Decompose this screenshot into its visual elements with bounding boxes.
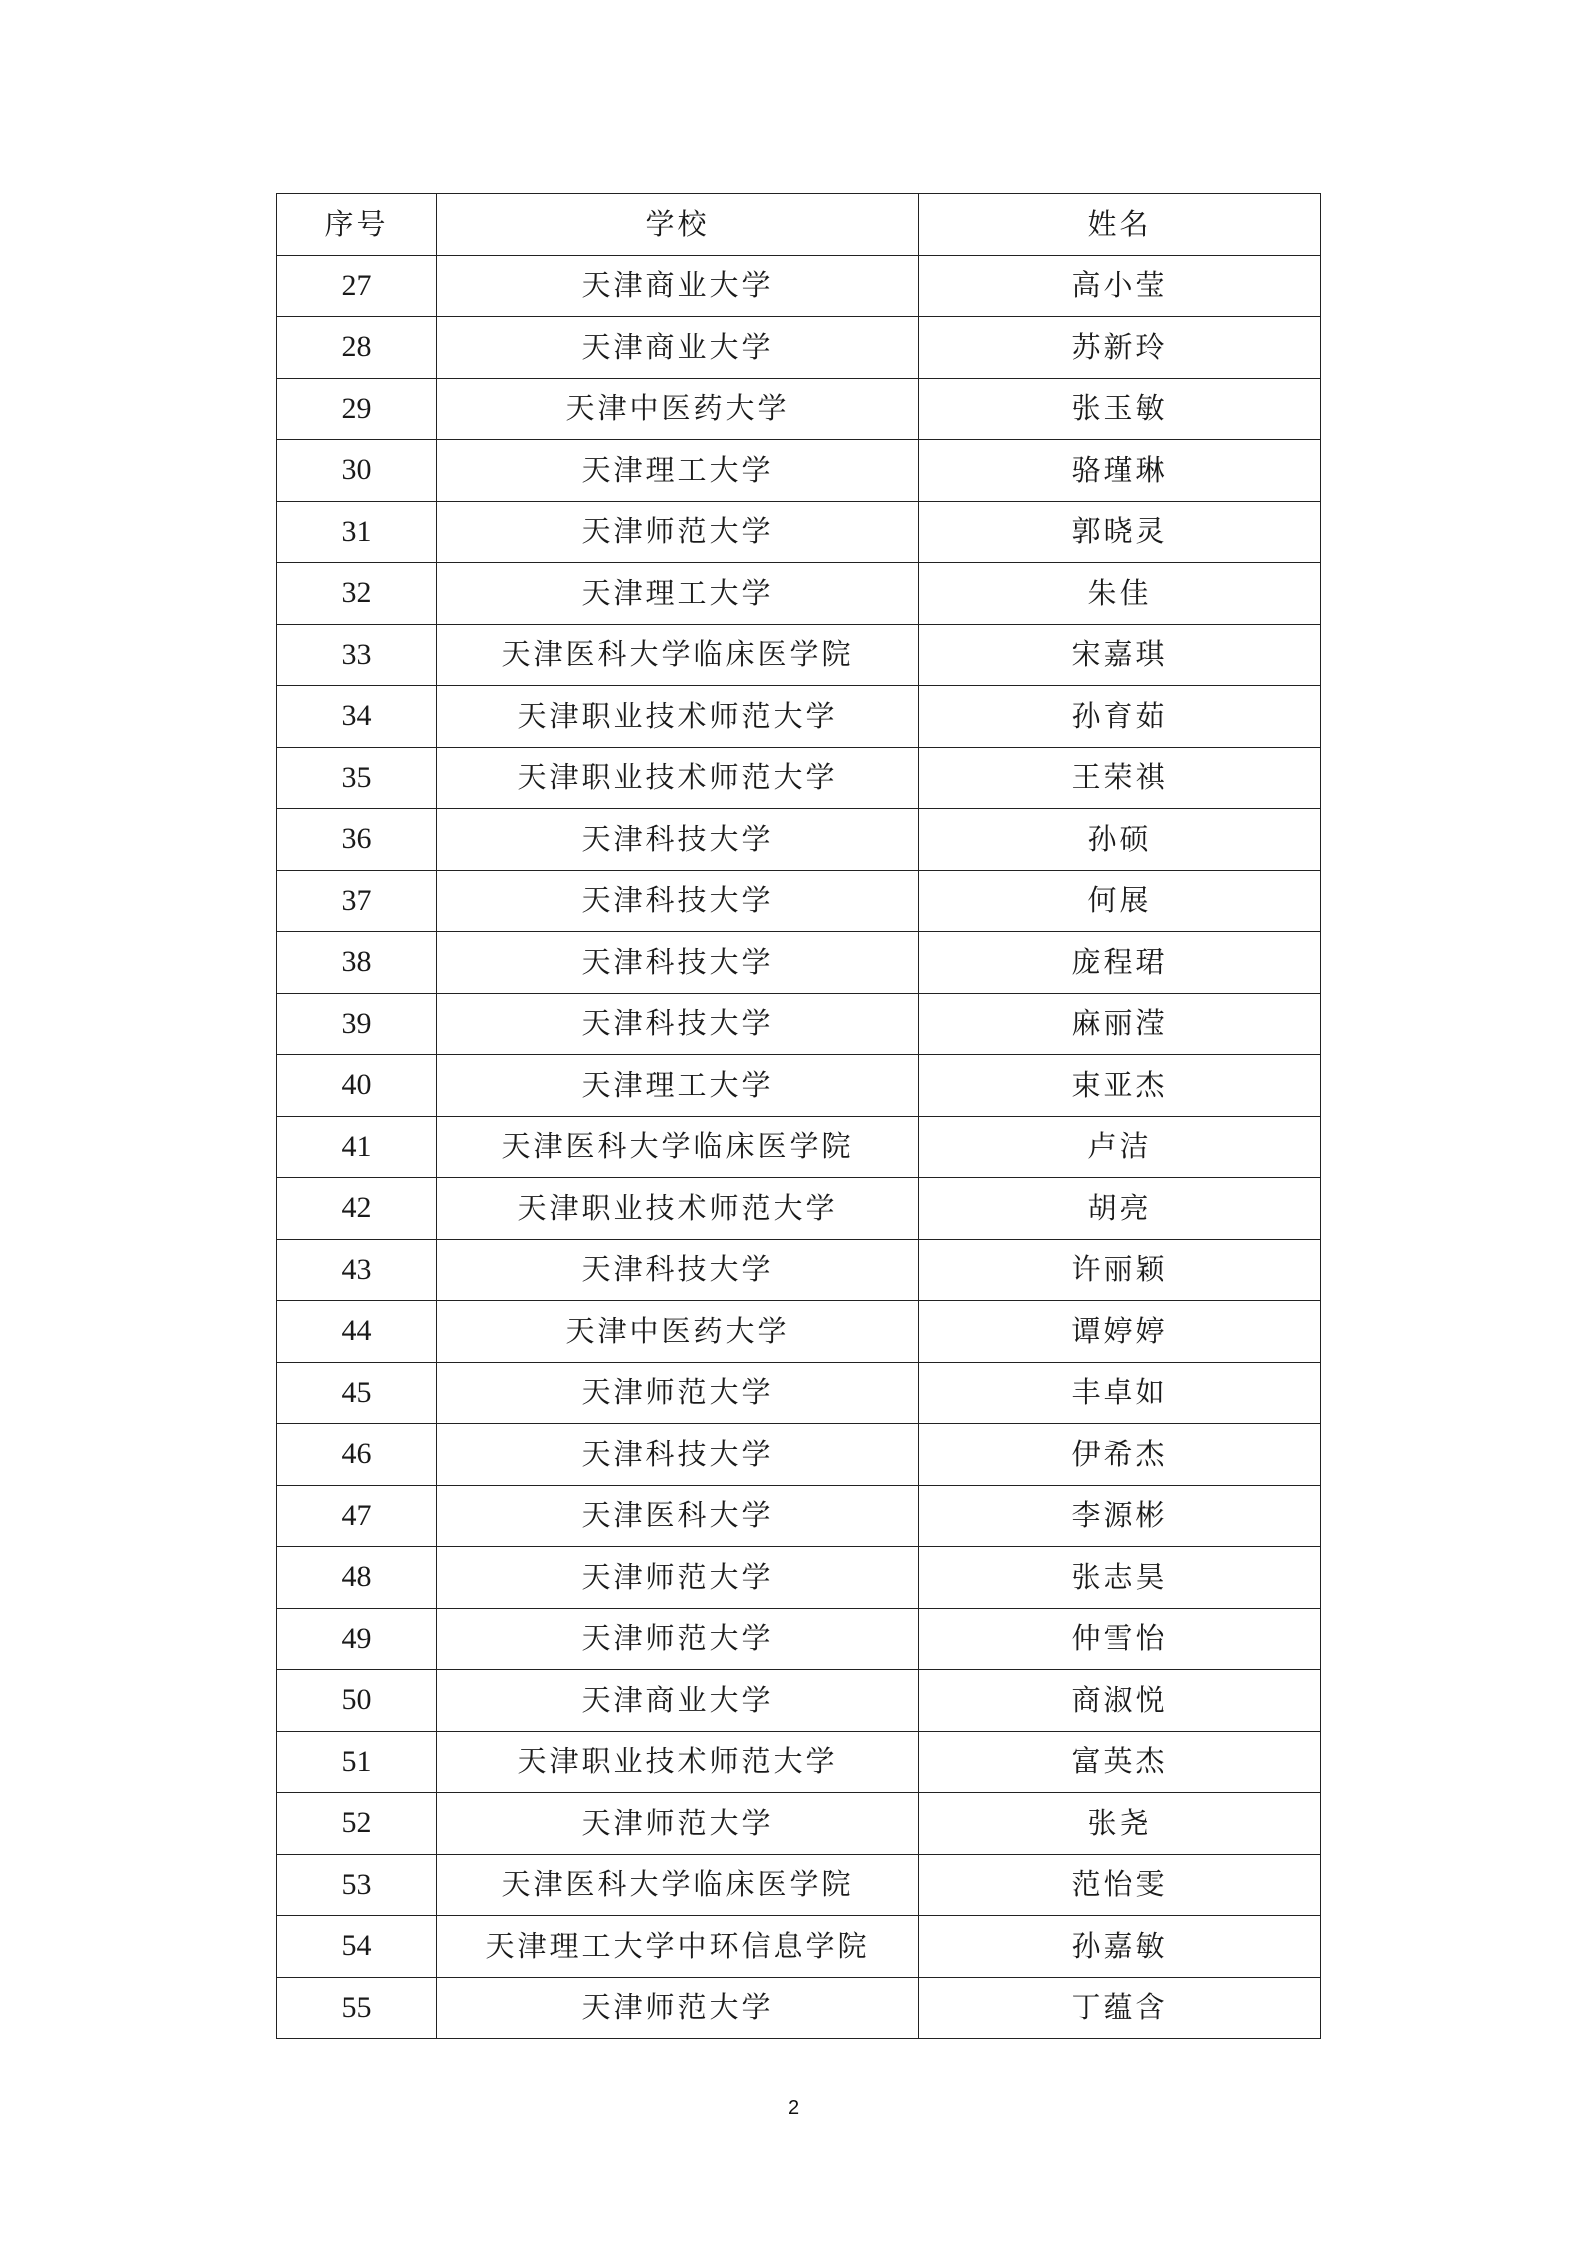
row-number-cell: 39	[277, 993, 437, 1055]
school-cell: 天津职业技术师范大学	[437, 747, 919, 809]
table-row	[277, 1608, 1321, 1670]
table-row	[277, 809, 1321, 871]
row-number-cell: 27	[277, 255, 437, 317]
table-row	[277, 993, 1321, 1055]
row-number-cell: 31	[277, 501, 437, 563]
school-cell: 天津理工大学	[437, 440, 919, 502]
school-cell: 天津科技大学	[437, 809, 919, 871]
row-number-cell: 35	[277, 747, 437, 809]
person-name-cell: 苏新玲	[919, 317, 1321, 379]
row-number-cell: 53	[277, 1854, 437, 1916]
school-cell: 天津科技大学	[437, 870, 919, 932]
person-name-cell: 孙嘉敏	[919, 1916, 1321, 1978]
person-name-cell: 高小莹	[919, 255, 1321, 317]
column-header-name: 姓名	[919, 194, 1321, 256]
person-name-cell: 何展	[919, 870, 1321, 932]
school-cell: 天津师范大学	[437, 1362, 919, 1424]
table-row	[277, 1731, 1321, 1793]
table-row	[277, 870, 1321, 932]
row-number-cell: 33	[277, 624, 437, 686]
person-name-cell: 卢洁	[919, 1116, 1321, 1178]
person-name-cell: 麻丽滢	[919, 993, 1321, 1055]
row-number-cell: 54	[277, 1916, 437, 1978]
school-cell: 天津商业大学	[437, 1670, 919, 1732]
table-row	[277, 932, 1321, 994]
column-header-number: 序号	[277, 194, 437, 256]
row-number-cell: 41	[277, 1116, 437, 1178]
row-number-cell: 48	[277, 1547, 437, 1609]
school-cell: 天津科技大学	[437, 993, 919, 1055]
row-number-cell: 37	[277, 870, 437, 932]
person-name-cell: 骆瑾琳	[919, 440, 1321, 502]
table-row	[277, 501, 1321, 563]
school-cell: 天津商业大学	[437, 255, 919, 317]
table-row	[277, 1362, 1321, 1424]
table-body	[277, 255, 1321, 2039]
row-number-cell: 51	[277, 1731, 437, 1793]
row-number-cell: 44	[277, 1301, 437, 1363]
school-cell: 天津医科大学临床医学院	[437, 1854, 919, 1916]
school-cell: 天津职业技术师范大学	[437, 1178, 919, 1240]
person-name-cell: 孙硕	[919, 809, 1321, 871]
school-cell: 天津医科大学临床医学院	[437, 1116, 919, 1178]
school-cell: 天津科技大学	[437, 1239, 919, 1301]
school-cell: 天津师范大学	[437, 1793, 919, 1855]
school-cell: 天津商业大学	[437, 317, 919, 379]
row-number-cell: 28	[277, 317, 437, 379]
person-name-cell: 庞程珺	[919, 932, 1321, 994]
column-header-school: 学校	[437, 194, 919, 256]
row-number-cell: 29	[277, 378, 437, 440]
table-row	[277, 317, 1321, 379]
school-cell: 天津中医药大学	[437, 378, 919, 440]
table-row	[277, 1239, 1321, 1301]
row-number-cell: 55	[277, 1977, 437, 2039]
row-number-cell: 50	[277, 1670, 437, 1732]
person-name-cell: 朱佳	[919, 563, 1321, 625]
page-number: 2	[787, 2097, 800, 2119]
table-row	[277, 1977, 1321, 2039]
person-name-cell: 胡亮	[919, 1178, 1321, 1240]
row-number-cell: 42	[277, 1178, 437, 1240]
school-cell: 天津理工大学中环信息学院	[437, 1916, 919, 1978]
table-row	[277, 686, 1321, 748]
table-row	[277, 1485, 1321, 1547]
table-row	[277, 440, 1321, 502]
table-header-row	[277, 194, 1321, 256]
person-name-cell: 张玉敏	[919, 378, 1321, 440]
school-cell: 天津师范大学	[437, 1608, 919, 1670]
table-row	[277, 624, 1321, 686]
school-cell: 天津师范大学	[437, 501, 919, 563]
school-cell: 天津中医药大学	[437, 1301, 919, 1363]
person-name-cell: 丰卓如	[919, 1362, 1321, 1424]
person-name-cell: 郭晓灵	[919, 501, 1321, 563]
row-number-cell: 36	[277, 809, 437, 871]
table-row	[277, 1116, 1321, 1178]
person-name-cell: 束亚杰	[919, 1055, 1321, 1117]
table-row	[277, 1301, 1321, 1363]
school-cell: 天津职业技术师范大学	[437, 686, 919, 748]
table-row	[277, 747, 1321, 809]
row-number-cell: 46	[277, 1424, 437, 1486]
table-row	[277, 1055, 1321, 1117]
row-number-cell: 47	[277, 1485, 437, 1547]
table-row	[277, 1178, 1321, 1240]
school-cell: 天津科技大学	[437, 932, 919, 994]
school-cell: 天津理工大学	[437, 563, 919, 625]
row-number-cell: 38	[277, 932, 437, 994]
row-number-cell: 49	[277, 1608, 437, 1670]
person-name-cell: 仲雪怡	[919, 1608, 1321, 1670]
table-row	[277, 1916, 1321, 1978]
table-row	[277, 1670, 1321, 1732]
person-name-cell: 范怡雯	[919, 1854, 1321, 1916]
row-number-cell: 30	[277, 440, 437, 502]
table-row	[277, 1854, 1321, 1916]
person-name-cell: 商淑悦	[919, 1670, 1321, 1732]
row-number-cell: 52	[277, 1793, 437, 1855]
person-name-cell: 李源彬	[919, 1485, 1321, 1547]
row-number-cell: 34	[277, 686, 437, 748]
person-name-cell: 丁蕴含	[919, 1977, 1321, 2039]
person-name-cell: 富英杰	[919, 1731, 1321, 1793]
person-name-cell: 谭婷婷	[919, 1301, 1321, 1363]
row-number-cell: 32	[277, 563, 437, 625]
table-row	[277, 1793, 1321, 1855]
school-cell: 天津理工大学	[437, 1055, 919, 1117]
roster-table-container	[276, 193, 1320, 2039]
school-cell: 天津职业技术师范大学	[437, 1731, 919, 1793]
row-number-cell: 40	[277, 1055, 437, 1117]
person-name-cell: 张志昊	[919, 1547, 1321, 1609]
table-row	[277, 1424, 1321, 1486]
person-name-cell: 伊希杰	[919, 1424, 1321, 1486]
school-cell: 天津科技大学	[437, 1424, 919, 1486]
row-number-cell: 45	[277, 1362, 437, 1424]
table-row	[277, 563, 1321, 625]
row-number-cell: 43	[277, 1239, 437, 1301]
table-row	[277, 378, 1321, 440]
school-cell: 天津师范大学	[437, 1547, 919, 1609]
person-name-cell: 宋嘉琪	[919, 624, 1321, 686]
school-cell: 天津医科大学临床医学院	[437, 624, 919, 686]
person-name-cell: 许丽颖	[919, 1239, 1321, 1301]
table-row	[277, 255, 1321, 317]
school-cell: 天津师范大学	[437, 1977, 919, 2039]
roster-table	[276, 193, 1321, 2039]
person-name-cell: 张尧	[919, 1793, 1321, 1855]
table-row	[277, 1547, 1321, 1609]
person-name-cell: 王荣祺	[919, 747, 1321, 809]
school-cell: 天津医科大学	[437, 1485, 919, 1547]
person-name-cell: 孙育茹	[919, 686, 1321, 748]
